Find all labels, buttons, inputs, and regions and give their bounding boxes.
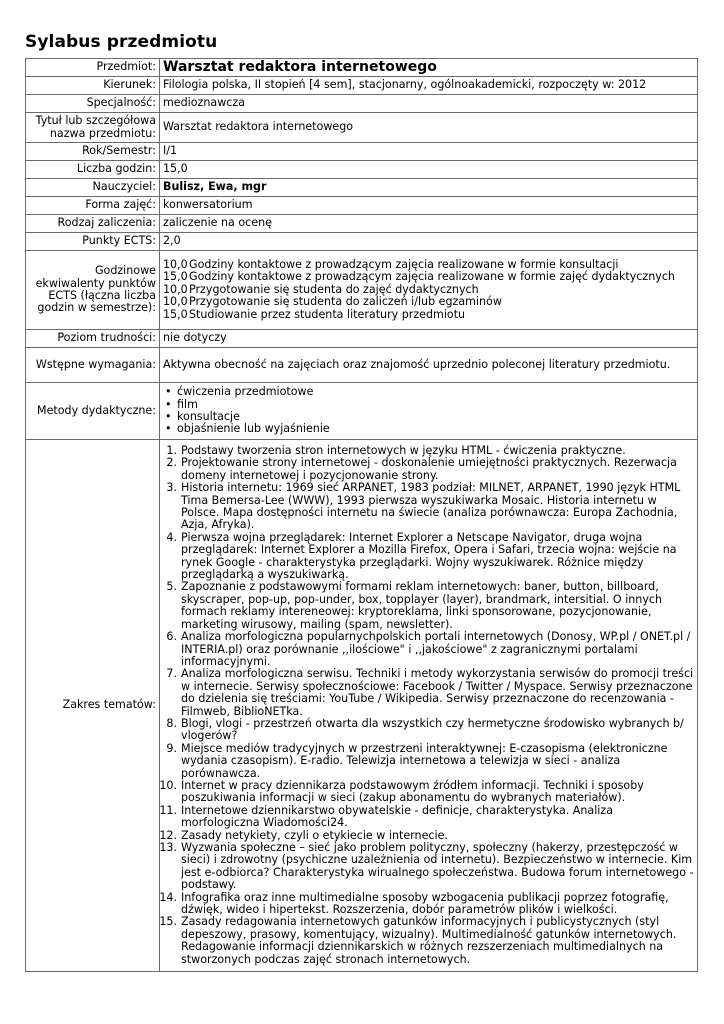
- title-detail-value: Warsztat redaktora internetowego: [160, 113, 698, 143]
- topic-item: Historia internetu: 1969 sieć ARPANET, 1983 podział: MILNET, ARPANET, 1990 język HTML Tima Bemersa-Lee (WWW), 1993 pierwsza wyszukiwarka Mosaic. Historia internetu w Polsce. Mapa dostępności internetu na świecie (analiza porównawcza: Europa Zachodnia, Azja, Afryka).: [181, 481, 681, 532]
- row-methods: [26, 383, 698, 440]
- row-teacher: [26, 179, 698, 197]
- teacher-value: Bulisz, Ewa, mgr: [160, 179, 698, 197]
- ects-value: 2,0: [160, 233, 698, 251]
- methods-item: • ćwiczenia przedmiotowe: [177, 386, 694, 398]
- ects-hours-amount: 15,0: [163, 270, 188, 284]
- year-label: Rok/Semestr:: [26, 143, 160, 161]
- row-specialty: [26, 95, 698, 113]
- methods-item: • objaśnienie lub wyjaśnienie: [177, 423, 694, 435]
- topics-label: Zakres tematów:: [26, 440, 160, 972]
- methods-list: [163, 386, 694, 436]
- row-form: [26, 197, 698, 215]
- topic-item: Wyzwania społeczne – sieć jako problem polityczny, społeczny (hakerzy, przestępczość w sieci) i zdrowotny (psychiczne uzależnienia od internetu). Bezpieczeństwo w internecie. Kim jest e-odbiorca? Charakterystyka wirualnego społeczeństwa. Budowa forum internetowego - podstawy.: [181, 841, 694, 892]
- page-title: Sylabus przedmiotu: [25, 32, 218, 52]
- ects-hours-amount: 10,0: [163, 295, 188, 309]
- topics-list: [163, 445, 694, 966]
- row-hours: [26, 161, 698, 179]
- year-value: I/1: [160, 143, 698, 161]
- row-year: [26, 143, 698, 161]
- row-credit: [26, 215, 698, 233]
- prerequisites-value: Aktywna obecność na zajęciach oraz znajomość uprzednio poleconej literatury przedmiotu.: [160, 348, 698, 383]
- row-difficulty: [26, 330, 698, 348]
- ects-hours-text: Przygotowanie się studenta do zaliczeń i/lub egzaminów: [189, 295, 502, 309]
- ects-hours-item: [163, 296, 694, 308]
- row-ects-hours: [26, 251, 698, 330]
- form-label: Forma zajęć:: [26, 197, 160, 215]
- credit-value: zaliczenie na ocenę: [160, 215, 698, 233]
- ects-hours-label: Godzinowe ekwiwalenty punktów ECTS (łączna liczba godzin w semestrze):: [26, 251, 160, 330]
- topics-cell: [160, 440, 698, 972]
- hours-label: Liczba godzin:: [26, 161, 160, 179]
- topic-item: Zapoznanie z podstawowymi formami reklam internetowych: baner, button, billboard, skyscraper, pop-up, pop-under, box, topplayer (layer), brandmark, intersitial. O innych formach reklamy intereneowej: kryptoreklama, linki sponsorowane, pozycjonowanie, marketing wirusowy, mailing (spam, newsletter).: [181, 580, 663, 631]
- syllabus-table: [25, 58, 698, 972]
- specialty-value: medioznawcza: [160, 95, 698, 113]
- teacher-label: Nauczyciel:: [26, 179, 160, 197]
- topic-item: Podstawy tworzenia stron internetowych w języku HTML - ćwiczenia praktyczne.: [181, 444, 626, 457]
- credit-label: Rodzaj zaliczenia:: [26, 215, 160, 233]
- ects-hours-item: [163, 271, 694, 283]
- ects-hours-text: Godziny kontaktowe z prowadzącym zajęcia realizowane w formie konsultacji: [189, 257, 619, 271]
- topic-item: Zasady netykiety, czyli o etykiecie w internecie.: [181, 828, 448, 842]
- ects-label: Punkty ECTS:: [26, 233, 160, 251]
- ects-hours-amount: 10,0: [163, 282, 188, 296]
- methods-item: • konsultacje: [177, 411, 694, 423]
- row-title-detail: [26, 113, 698, 143]
- row-topics: [26, 440, 698, 972]
- title-detail-label: Tytuł lub szczegółowa nazwa przedmiotu:: [26, 113, 160, 143]
- prerequisites-label: Wstępne wymagania:: [26, 348, 160, 383]
- topic-item: Pierwsza wojna przeglądarek: Internet Explorer a Netscape Navigator, druga wojna przeglądarek: Internet Explorer a Mozilla Firefox, Opera i Safari, trzecia wojna: wejście na rynek Google - charakterystyka przeglądarki. Wojny wyszukiwarek. Różnice między przeglądarką a wyszukiwarką.: [181, 530, 677, 582]
- ects-hours-list: [160, 251, 698, 330]
- row-subject: [26, 59, 698, 77]
- field-label: Kierunek:: [26, 77, 160, 95]
- row-prerequisites: [26, 348, 698, 383]
- topic-item: Infografika oraz inne multimedialne sposoby wzbogacenia publikacji poprzez fotografię, dźwięk, wideo i hipertekst. Rozszerzenia, dobór parametrów plików i wielkości.: [181, 890, 669, 917]
- ects-hours-text: Studiowanie przez studenta literatury przedmiotu: [189, 307, 466, 321]
- topic-item: Analiza morfologiczna serwisu. Techniki i metody wykorzystania serwisów do promocji treści w internecie. Serwisy społecznościowe: Facebook / Twitter / Myspace. Serwisy przeznaczone do dzielenia się treściami: YouTube / Wikipedia. Serwisy przeznaczone do recenzowania - Filmweb, BiblioNETka.: [181, 667, 694, 718]
- field-value: Filologia polska, II stopień [4 sem], stacjonarny, ogólnoakademicki, rozpoczęty w: 2012: [160, 77, 698, 95]
- topic-item: Internetowe dziennikarstwo obywatelskie - definicje, charakterystyka. Analiza morfologiczna Wiadomości24.: [181, 803, 613, 830]
- ects-hours-amount: 15,0: [163, 307, 188, 321]
- topic-item: Blogi, vlogi - przestrzeń otwarta dla wszystkich czy hermetyczne środowisko wybranych b/ vlogerów?: [181, 716, 684, 743]
- ects-hours-text: Przygotowanie się studenta do zajęć dydaktycznych: [189, 282, 479, 296]
- subject-label: Przedmiot:: [26, 59, 160, 77]
- topic-item: Analiza morfologiczna popularnychpolskich portali internetowych (Donosy, WP.pl / ONET.pl / INTERIA.pl) oraz porównanie ,,ilościowe" i ,,jakościowe" z zagranicznymi portalami informacyjnymi.: [181, 630, 691, 668]
- row-field: [26, 77, 698, 95]
- specialty-label: Specjalność:: [26, 95, 160, 113]
- topic-item: Internet w pracy dziennikarza podstawowym źródłem informacji. Techniki i sposoby poszukiwania informacji w sieci (zakup abonamentu do wybranych materiałów).: [181, 778, 644, 805]
- row-ects: [26, 233, 698, 251]
- hours-value: 15,0: [160, 161, 698, 179]
- ects-hours-item: [163, 309, 694, 321]
- topic-item: Zasady redagowania internetowych gatunków informacyjnych i publicystycznych (styl depeszowy, prasowy, komentujący, wizualny). Multimedialność gatunków internetowych. Redagowanie informacji dziennikarskich w różnych rezszerzeniach multimedialnych na stworzonych podczas zajęć stronach internetowych.: [181, 915, 677, 966]
- subject-value: Warsztat redaktora internetowego: [160, 59, 698, 77]
- topic-item: Projektowanie strony internetowej - doskonalenie umiejętności praktycznych. Rezerwacja domeny internetowej i pozycjonowanie strony.: [181, 456, 677, 482]
- methods-item: • film: [177, 399, 694, 411]
- difficulty-label: Poziom trudności:: [26, 330, 160, 348]
- difficulty-value: nie dotyczy: [160, 330, 698, 348]
- topic-item: Miejsce mediów tradycyjnych w przestrzeni interaktywnej: E-czasopisma (elektroniczne wydania czasopism). E-radio. Telewizja internetowa a telewizja w sieci - analiza porównawcza.: [181, 741, 668, 780]
- ects-hours-text: Godziny kontaktowe z prowadzącym zajęcia realizowane w formie zajęć dydaktycznych: [189, 270, 675, 284]
- form-value: konwersatorium: [160, 197, 698, 215]
- methods-label: Metody dydaktyczne:: [26, 383, 160, 440]
- ects-hours-amount: 10,0: [163, 257, 188, 271]
- methods-cell: [160, 383, 698, 440]
